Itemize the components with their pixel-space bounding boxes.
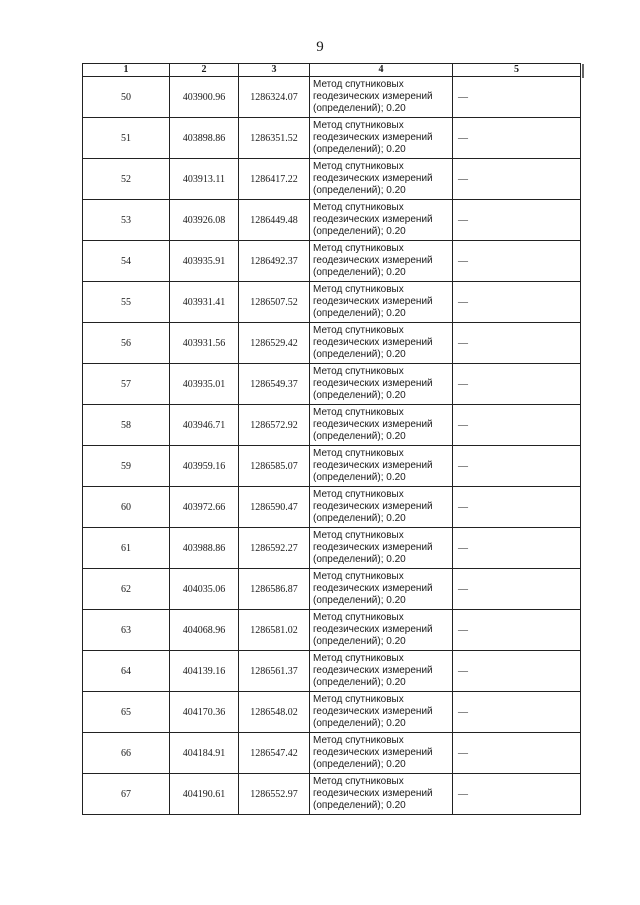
method-cell xyxy=(310,610,453,651)
coord-x: 403900.96 xyxy=(170,77,239,118)
coord-y: 1286548.02 xyxy=(239,692,310,733)
point-number: 66 xyxy=(83,733,170,774)
page-number: 9 xyxy=(316,39,324,55)
coord-x: 403972.66 xyxy=(170,487,239,528)
method-line-3: (определений); 0.20 xyxy=(313,636,406,647)
method-cell xyxy=(310,528,453,569)
method-line-1: Метод спутниковых xyxy=(313,366,404,377)
table-header xyxy=(83,64,581,77)
point-number: 67 xyxy=(83,774,170,815)
method-line-3: (определений); 0.20 xyxy=(313,513,406,524)
method-line-2: геодезических измерений xyxy=(313,542,433,553)
coord-y: 1286552.97 xyxy=(239,774,310,815)
table-row xyxy=(83,282,581,323)
coord-x: 403931.41 xyxy=(170,282,239,323)
method-line-1: Метод спутниковых xyxy=(313,612,404,623)
method-line-2: геодезических измерений xyxy=(313,378,433,389)
coord-x: 404035.06 xyxy=(170,569,239,610)
method-line-2: геодезических измерений xyxy=(313,91,433,102)
point-number: 52 xyxy=(83,159,170,200)
note-cell: — xyxy=(453,77,581,118)
table-row xyxy=(83,692,581,733)
method-line-2: геодезических измерений xyxy=(313,419,433,430)
table-row xyxy=(83,118,581,159)
method-line-3: (определений); 0.20 xyxy=(313,185,406,196)
coord-x: 404139.16 xyxy=(170,651,239,692)
point-number: 61 xyxy=(83,528,170,569)
method-cell xyxy=(310,487,453,528)
coord-x: 404170.36 xyxy=(170,692,239,733)
coord-y: 1286449.48 xyxy=(239,200,310,241)
method-line-3: (определений); 0.20 xyxy=(313,103,406,114)
method-line-2: геодезических измерений xyxy=(313,214,433,225)
note-cell: — xyxy=(453,487,581,528)
method-line-1: Метод спутниковых xyxy=(313,161,404,172)
table-row xyxy=(83,774,581,815)
method-cell xyxy=(310,405,453,446)
table-row xyxy=(83,528,581,569)
coord-y: 1286351.52 xyxy=(239,118,310,159)
table-row xyxy=(83,610,581,651)
point-number: 62 xyxy=(83,569,170,610)
coord-x: 403988.86 xyxy=(170,528,239,569)
note-cell: — xyxy=(453,692,581,733)
note-cell: — xyxy=(453,118,581,159)
coord-y: 1286561.37 xyxy=(239,651,310,692)
table-row xyxy=(83,241,581,282)
coord-y: 1286590.47 xyxy=(239,487,310,528)
method-line-1: Метод спутниковых xyxy=(313,284,404,295)
coord-x: 403935.01 xyxy=(170,364,239,405)
method-cell xyxy=(310,323,453,364)
note-cell: — xyxy=(453,159,581,200)
header-row xyxy=(83,64,581,77)
method-cell xyxy=(310,733,453,774)
note-cell: — xyxy=(453,528,581,569)
coord-y: 1286547.42 xyxy=(239,733,310,774)
method-line-2: геодезических измерений xyxy=(313,665,433,676)
note-cell: — xyxy=(453,733,581,774)
point-number: 59 xyxy=(83,446,170,487)
method-line-1: Метод спутниковых xyxy=(313,202,404,213)
method-line-1: Метод спутниковых xyxy=(313,120,404,131)
method-line-1: Метод спутниковых xyxy=(313,694,404,705)
method-line-3: (определений); 0.20 xyxy=(313,308,406,319)
coord-x: 403959.16 xyxy=(170,446,239,487)
note-cell: — xyxy=(453,774,581,815)
note-cell: — xyxy=(453,282,581,323)
note-cell: — xyxy=(453,364,581,405)
method-cell xyxy=(310,241,453,282)
method-line-3: (определений); 0.20 xyxy=(313,431,406,442)
table-row xyxy=(83,364,581,405)
method-cell xyxy=(310,774,453,815)
method-cell xyxy=(310,446,453,487)
method-line-2: геодезических измерений xyxy=(313,788,433,799)
note-cell: — xyxy=(453,200,581,241)
method-line-1: Метод спутниковых xyxy=(313,325,404,336)
method-line-2: геодезических измерений xyxy=(313,624,433,635)
table-row xyxy=(83,569,581,610)
coord-x: 403898.86 xyxy=(170,118,239,159)
coord-y: 1286586.87 xyxy=(239,569,310,610)
method-line-1: Метод спутниковых xyxy=(313,571,404,582)
coord-y: 1286417.22 xyxy=(239,159,310,200)
coord-y: 1286549.37 xyxy=(239,364,310,405)
method-line-3: (определений); 0.20 xyxy=(313,554,406,565)
method-line-2: геодезических измерений xyxy=(313,583,433,594)
method-line-1: Метод спутниковых xyxy=(313,653,404,664)
method-cell xyxy=(310,282,453,323)
point-number: 54 xyxy=(83,241,170,282)
coord-x: 403931.56 xyxy=(170,323,239,364)
method-line-3: (определений); 0.20 xyxy=(313,759,406,770)
note-cell: — xyxy=(453,610,581,651)
method-line-1: Метод спутниковых xyxy=(313,243,404,254)
table-row xyxy=(83,323,581,364)
method-line-3: (определений); 0.20 xyxy=(313,267,406,278)
point-number: 51 xyxy=(83,118,170,159)
point-number: 63 xyxy=(83,610,170,651)
coord-y: 1286585.07 xyxy=(239,446,310,487)
method-line-3: (определений); 0.20 xyxy=(313,349,406,360)
point-number: 60 xyxy=(83,487,170,528)
note-cell: — xyxy=(453,241,581,282)
method-line-3: (определений); 0.20 xyxy=(313,800,406,811)
note-cell: — xyxy=(453,569,581,610)
method-cell xyxy=(310,569,453,610)
coord-y: 1286572.92 xyxy=(239,405,310,446)
method-line-2: геодезических измерений xyxy=(313,337,433,348)
note-cell: — xyxy=(453,651,581,692)
table-body xyxy=(83,77,581,815)
table-row xyxy=(83,200,581,241)
method-line-2: геодезических измерений xyxy=(313,296,433,307)
coord-x: 404184.91 xyxy=(170,733,239,774)
point-number: 65 xyxy=(83,692,170,733)
coord-y: 1286529.42 xyxy=(239,323,310,364)
coord-y: 1286581.02 xyxy=(239,610,310,651)
coord-x: 404190.61 xyxy=(170,774,239,815)
coord-y: 1286592.27 xyxy=(239,528,310,569)
method-line-3: (определений); 0.20 xyxy=(313,595,406,606)
method-line-2: геодезических измерений xyxy=(313,706,433,717)
coord-x: 403926.08 xyxy=(170,200,239,241)
point-number: 50 xyxy=(83,77,170,118)
method-line-3: (определений); 0.20 xyxy=(313,718,406,729)
header-col-1: 1 xyxy=(83,64,170,77)
method-line-3: (определений); 0.20 xyxy=(313,390,406,401)
coordinates-table xyxy=(82,63,581,815)
method-line-1: Метод спутниковых xyxy=(313,776,404,787)
method-line-2: геодезических измерений xyxy=(313,173,433,184)
point-number: 64 xyxy=(83,651,170,692)
method-cell xyxy=(310,118,453,159)
method-cell xyxy=(310,77,453,118)
method-line-3: (определений); 0.20 xyxy=(313,226,406,237)
method-cell xyxy=(310,651,453,692)
coord-x: 403946.71 xyxy=(170,405,239,446)
method-line-3: (определений); 0.20 xyxy=(313,677,406,688)
coord-x: 403913.11 xyxy=(170,159,239,200)
method-cell xyxy=(310,200,453,241)
method-line-2: геодезических измерений xyxy=(313,132,433,143)
method-line-1: Метод спутниковых xyxy=(313,407,404,418)
method-line-1: Метод спутниковых xyxy=(313,448,404,459)
method-cell xyxy=(310,692,453,733)
table-row xyxy=(83,446,581,487)
coord-x: 403935.91 xyxy=(170,241,239,282)
header-col-4: 4 xyxy=(310,64,453,77)
coord-x: 404068.96 xyxy=(170,610,239,651)
margin-mark xyxy=(582,64,584,78)
point-number: 56 xyxy=(83,323,170,364)
table-row xyxy=(83,487,581,528)
header-col-3: 3 xyxy=(239,64,310,77)
coord-y: 1286324.07 xyxy=(239,77,310,118)
table-row xyxy=(83,159,581,200)
method-cell xyxy=(310,159,453,200)
point-number: 55 xyxy=(83,282,170,323)
point-number: 53 xyxy=(83,200,170,241)
header-col-2: 2 xyxy=(170,64,239,77)
method-line-2: геодезических измерений xyxy=(313,460,433,471)
note-cell: — xyxy=(453,405,581,446)
point-number: 57 xyxy=(83,364,170,405)
coord-y: 1286507.52 xyxy=(239,282,310,323)
method-line-2: геодезических измерений xyxy=(313,255,433,266)
note-cell: — xyxy=(453,323,581,364)
table-row xyxy=(83,77,581,118)
method-line-1: Метод спутниковых xyxy=(313,489,404,500)
method-line-1: Метод спутниковых xyxy=(313,79,404,90)
table-row xyxy=(83,733,581,774)
method-line-3: (определений); 0.20 xyxy=(313,144,406,155)
method-line-1: Метод спутниковых xyxy=(313,735,404,746)
method-line-2: геодезических измерений xyxy=(313,747,433,758)
method-line-3: (определений); 0.20 xyxy=(313,472,406,483)
method-line-2: геодезических измерений xyxy=(313,501,433,512)
header-col-5: 5 xyxy=(453,64,581,77)
note-cell: — xyxy=(453,446,581,487)
table-row xyxy=(83,651,581,692)
coord-y: 1286492.37 xyxy=(239,241,310,282)
method-cell xyxy=(310,364,453,405)
table-row xyxy=(83,405,581,446)
point-number: 58 xyxy=(83,405,170,446)
method-line-1: Метод спутниковых xyxy=(313,530,404,541)
